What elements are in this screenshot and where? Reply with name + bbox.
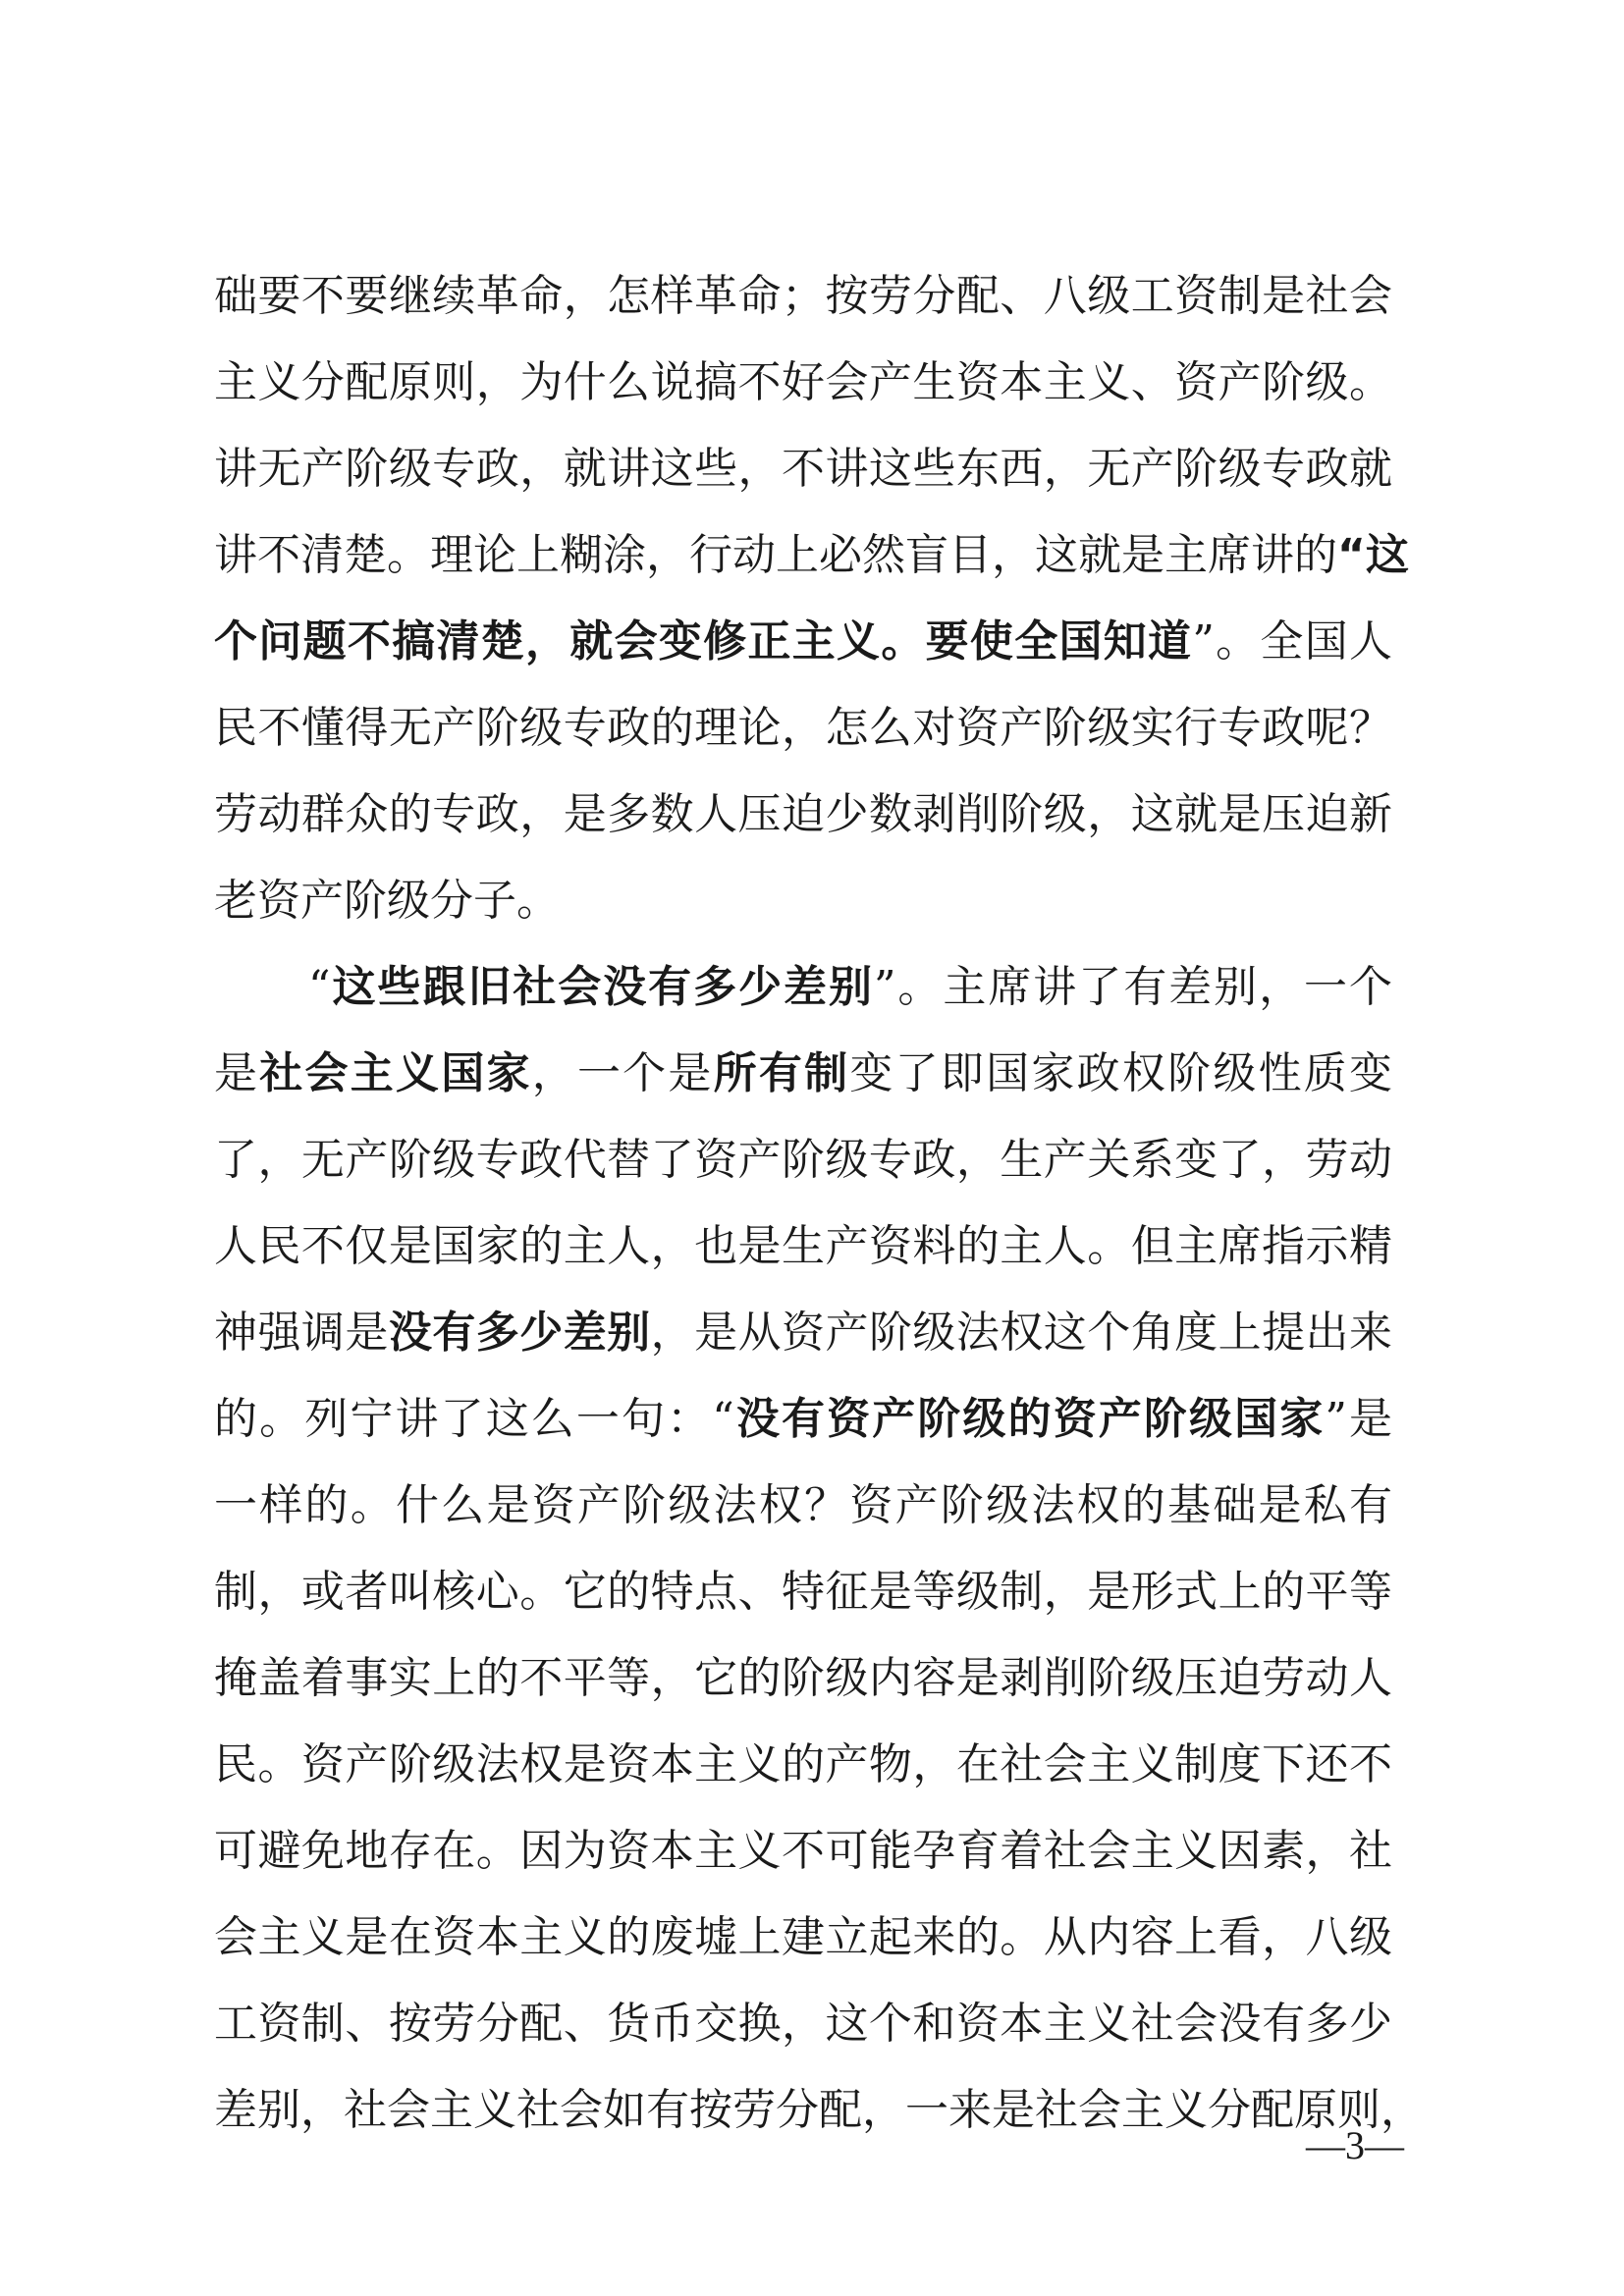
text-run: 的。列宁讲了这么一句：“ <box>214 1394 734 1444</box>
emphasized-text: 这些跟旧社会没有多少差别 <box>330 962 874 1012</box>
text-line <box>214 1290 1392 1376</box>
text-run: ”是 <box>1325 1394 1393 1444</box>
emphasized-text: 没有多少差别 <box>388 1308 651 1358</box>
text-line <box>214 1808 1392 1895</box>
text-line <box>214 1549 1392 1635</box>
paragraph <box>214 253 1409 944</box>
text-run: ，是从资产阶级法权这个角度上提出来 <box>650 1308 1393 1358</box>
text-line <box>214 1895 1392 1981</box>
text-line <box>214 426 1392 512</box>
text-line <box>214 1635 1392 1722</box>
text-line <box>214 1031 1392 1117</box>
text-run: 会主义是在资本主义的废墟上建立起来的。从内容上看，八级 <box>214 1912 1392 1962</box>
text-run: 劳动群众的专政，是多数人压迫少数剥削阶级，这就是压迫新 <box>214 789 1392 839</box>
text-run: 差别，社会主义社会如有按劳分配，一来是社会主义分配原则， <box>214 2085 1424 2135</box>
text-line <box>214 1722 1392 1808</box>
text-run: ”。全国人 <box>1192 616 1393 667</box>
emphasized-text: 个问题不搞清楚，就会变修正主义。要使全国知道 <box>214 616 1193 667</box>
paragraph <box>214 944 1424 2154</box>
text-line <box>214 1981 1392 2067</box>
text-run: 掩盖着事实上的不平等，它的阶级内容是剥削阶级压迫劳动人 <box>214 1653 1392 1703</box>
emphasized-text: “这 <box>1337 530 1409 580</box>
body-text <box>214 253 1424 2154</box>
text-line <box>214 858 1392 944</box>
text-run: 是 <box>214 1048 260 1098</box>
emphasized-text: 所有制 <box>713 1048 850 1098</box>
text-run: ”。主席讲了有差别，一个 <box>873 962 1393 1012</box>
text-run: 变了即国家政权阶级性质变 <box>849 1048 1393 1098</box>
text-run: 讲无产阶级专政，就讲这些，不讲这些东西，无产阶级专政就 <box>214 444 1392 494</box>
text-run: 老资产阶级分子。 <box>214 876 560 926</box>
text-run: 一样的。什么是资产阶级法权？资产阶级法权的基础是私有 <box>214 1480 1392 1530</box>
text-run: 人民不仅是国家的主人，也是生产资料的主人。但主席指示精 <box>214 1221 1392 1271</box>
text-run: 础要不要继续革命，怎样革命；按劳分配、八级工资制是社会 <box>214 271 1392 321</box>
text-line <box>214 772 1392 858</box>
text-run: “ <box>308 962 331 1012</box>
text-line <box>214 1463 1392 1549</box>
emphasized-text: 社会主义国家 <box>259 1048 532 1098</box>
text-run: 工资制、按劳分配、货币交换，这个和资本主义社会没有多少 <box>214 1999 1392 2049</box>
text-line <box>214 599 1392 685</box>
emphasized-text: 没有资产阶级的资产阶级国家 <box>733 1394 1326 1444</box>
text-run: 民。资产阶级法权是资本主义的产物，在社会主义制度下还不 <box>214 1739 1392 1789</box>
text-line <box>214 340 1392 426</box>
text-run: ，一个是 <box>531 1048 714 1098</box>
text-run: 讲不清楚。理论上糊涂，行动上必然盲目，这就是主席讲的 <box>214 530 1337 580</box>
text-run: 主义分配原则，为什么说搞不好会产生资本主义、资产阶级。 <box>214 357 1392 407</box>
text-line <box>214 685 1392 772</box>
text-run: 了，无产阶级专政代替了资产阶级专政，生产关系变了，劳动 <box>214 1135 1392 1185</box>
text-run: 可避免地存在。因为资本主义不可能孕育着社会主义因素，社 <box>214 1826 1392 1876</box>
text-line <box>214 944 1392 1031</box>
text-line <box>214 1376 1392 1463</box>
text-line <box>214 2067 1424 2154</box>
text-run: 神强调是 <box>214 1308 389 1358</box>
text-run: 制，或者叫核心。它的特点、特征是等级制，是形式上的平等 <box>214 1567 1392 1617</box>
text-run: 民不懂得无产阶级专政的理论，怎么对资产阶级实行专政呢？ <box>214 703 1392 753</box>
text-line <box>214 512 1409 599</box>
text-line <box>214 1117 1392 1203</box>
page-number: —3— <box>1306 2123 1404 2167</box>
text-line <box>214 1203 1392 1290</box>
text-line <box>214 253 1392 340</box>
